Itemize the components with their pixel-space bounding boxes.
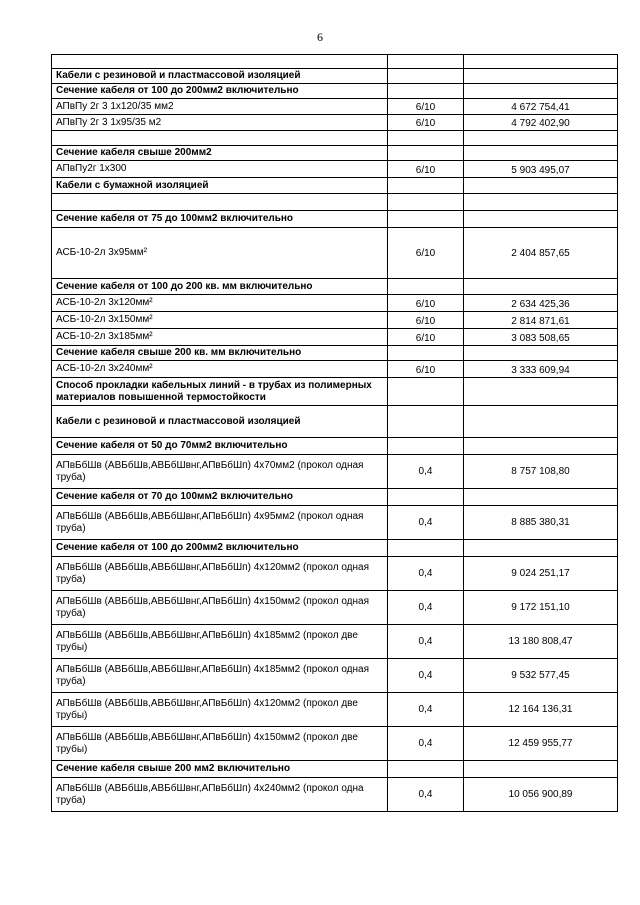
cable-name-cell: АПвБбШв (АВБбШв,АВБбШвнг,АПвБбШп) 4х120мм2 (прокол одная труба) (52, 557, 388, 591)
table-row (52, 115, 618, 131)
price-cell: 10 056 900,89 (464, 778, 618, 812)
price-cell (464, 211, 618, 228)
price-cell: 12 164 136,31 (464, 693, 618, 727)
voltage-cell: 6/10 (388, 228, 464, 279)
price-cell (464, 346, 618, 361)
cable-name-cell: АПвБбШв (АВБбШв,АВБбШвнг,АПвБбШп) 4х185мм2 (прокол одная труба) (52, 659, 388, 693)
empty-cell (464, 194, 618, 211)
voltage-cell (388, 438, 464, 455)
table-row (52, 489, 618, 506)
section-header: Сечение кабеля от 100 до 200 кв. мм включительно (52, 279, 388, 295)
voltage-cell: 6/10 (388, 312, 464, 329)
voltage-cell (388, 489, 464, 506)
voltage-cell (388, 84, 464, 99)
table-row (52, 727, 618, 761)
voltage-cell (388, 211, 464, 228)
price-cell: 12 459 955,77 (464, 727, 618, 761)
section-header: Сечение кабеля от 100 до 200мм2 включительно (52, 540, 388, 557)
price-cell: 8 885 380,31 (464, 506, 618, 540)
section-header: Кабели с резиновой и пластмассовой изоляцией (52, 406, 388, 438)
table-row (52, 55, 618, 69)
price-cell (464, 406, 618, 438)
cable-name-cell: АПвБбШв (АВБбШв,АВБбШвнг,АПвБбШп) 4х120мм2 (прокол две трубы) (52, 693, 388, 727)
section-header: Способ прокладки кабельных линий - в трубах из полимерных материалов повышенной термостойкости (52, 378, 388, 406)
price-cell (464, 146, 618, 161)
voltage-cell: 0,4 (388, 659, 464, 693)
section-header: Кабели с бумажной изоляцией (52, 178, 388, 194)
voltage-cell (388, 346, 464, 361)
cable-name-cell: АСБ-10-2л 3х120мм² (52, 295, 388, 312)
voltage-cell: 6/10 (388, 115, 464, 131)
table-row (52, 228, 618, 279)
voltage-cell: 0,4 (388, 625, 464, 659)
cable-name-cell: АПвБбШв (АВБбШв,АВБбШвнг,АПвБбШп) 4х95мм2 (прокол одная труба) (52, 506, 388, 540)
cable-name-cell: АСБ-10-2л 3х95мм² (52, 228, 388, 279)
price-cell (464, 279, 618, 295)
voltage-cell: 6/10 (388, 99, 464, 115)
cable-name-cell: АПвПу 2г 3 1х120/35 мм2 (52, 99, 388, 115)
price-cell: 9 024 251,17 (464, 557, 618, 591)
price-cell (464, 178, 618, 194)
voltage-cell: 0,4 (388, 557, 464, 591)
table-row (52, 540, 618, 557)
table-row (52, 455, 618, 489)
page-number: 6 (317, 30, 323, 44)
voltage-cell: 0,4 (388, 591, 464, 625)
table-row (52, 131, 618, 146)
empty-cell (388, 131, 464, 146)
price-cell: 2 634 425,36 (464, 295, 618, 312)
voltage-cell: 6/10 (388, 161, 464, 178)
table-row (52, 211, 618, 228)
table-row (52, 361, 618, 378)
voltage-cell (388, 540, 464, 557)
price-cell (464, 761, 618, 778)
table-row (52, 761, 618, 778)
section-header: Сечение кабеля от 100 до 200мм2 включительно (52, 84, 388, 99)
table-row (52, 312, 618, 329)
table-row (52, 178, 618, 194)
voltage-cell: 0,4 (388, 455, 464, 489)
empty-cell (52, 55, 388, 69)
voltage-cell (388, 378, 464, 406)
empty-cell (52, 194, 388, 211)
empty-cell (388, 194, 464, 211)
empty-cell (52, 131, 388, 146)
section-header: Кабели с резиновой и пластмассовой изоляцией (52, 69, 388, 84)
table-row (52, 693, 618, 727)
empty-cell (388, 55, 464, 69)
cable-name-cell: АСБ-10-2л 3х185мм² (52, 329, 388, 346)
voltage-cell: 6/10 (388, 361, 464, 378)
price-cell: 5 903 495,07 (464, 161, 618, 178)
cable-name-cell: АСБ-10-2л 3х240мм² (52, 361, 388, 378)
price-cell: 4 672 754,41 (464, 99, 618, 115)
table-row (52, 591, 618, 625)
price-cell: 3 083 508,65 (464, 329, 618, 346)
voltage-cell (388, 69, 464, 84)
section-header: Сечение кабеля свыше 200мм2 (52, 146, 388, 161)
price-cell: 4 792 402,90 (464, 115, 618, 131)
section-header: Сечение кабеля свыше 200 кв. мм включительно (52, 346, 388, 361)
price-cell (464, 69, 618, 84)
table-row (52, 659, 618, 693)
table-row (52, 161, 618, 178)
cable-name-cell: АПвБбШв (АВБбШв,АВБбШвнг,АПвБбШп) 4х185мм2 (прокол две трубы) (52, 625, 388, 659)
cable-price-table (51, 54, 618, 812)
price-cell (464, 438, 618, 455)
price-cell: 9 532 577,45 (464, 659, 618, 693)
table-row (52, 406, 618, 438)
voltage-cell: 6/10 (388, 295, 464, 312)
voltage-cell (388, 406, 464, 438)
table-row (52, 194, 618, 211)
cable-name-cell: АПвБбШв (АВБбШв,АВБбШвнг,АПвБбШп) 4х240мм2 (прокол одна труба) (52, 778, 388, 812)
price-cell: 3 333 609,94 (464, 361, 618, 378)
empty-cell (464, 131, 618, 146)
cable-name-cell: АПвБбШв (АВБбШв,АВБбШвнг,АПвБбШп) 4х150мм2 (прокол две трубы) (52, 727, 388, 761)
voltage-cell (388, 146, 464, 161)
cable-name-cell: АПвБбШв (АВБбШв,АВБбШвнг,АПвБбШп) 4х70мм2 (прокол одная труба) (52, 455, 388, 489)
table-row (52, 778, 618, 812)
voltage-cell: 0,4 (388, 693, 464, 727)
table-row (52, 557, 618, 591)
empty-cell (464, 55, 618, 69)
table-row (52, 346, 618, 361)
voltage-cell: 0,4 (388, 727, 464, 761)
table-row (52, 378, 618, 406)
price-cell: 9 172 151,10 (464, 591, 618, 625)
cable-name-cell: АПвПу 2г 3 1х95/35 м2 (52, 115, 388, 131)
table-row (52, 625, 618, 659)
cable-name-cell: АПвПу2г 1х300 (52, 161, 388, 178)
table-row (52, 146, 618, 161)
table-body (52, 55, 618, 812)
table-row (52, 438, 618, 455)
cable-name-cell: АПвБбШв (АВБбШв,АВБбШвнг,АПвБбШп) 4х150мм2 (прокол одная труба) (52, 591, 388, 625)
voltage-cell: 0,4 (388, 506, 464, 540)
voltage-cell (388, 761, 464, 778)
section-header: Сечение кабеля от 70 до 100мм2 включительно (52, 489, 388, 506)
section-header: Сечение кабеля от 50 до 70мм2 включительно (52, 438, 388, 455)
table-row (52, 329, 618, 346)
price-cell: 2 814 871,61 (464, 312, 618, 329)
price-cell (464, 378, 618, 406)
table-row (52, 506, 618, 540)
price-cell (464, 489, 618, 506)
price-cell (464, 540, 618, 557)
section-header: Сечение кабеля свыше 200 мм2 включительно (52, 761, 388, 778)
cable-name-cell: АСБ-10-2л 3х150мм² (52, 312, 388, 329)
voltage-cell (388, 178, 464, 194)
table-row (52, 295, 618, 312)
table-row (52, 279, 618, 295)
table-row (52, 99, 618, 115)
voltage-cell (388, 279, 464, 295)
voltage-cell: 0,4 (388, 778, 464, 812)
price-cell: 8 757 108,80 (464, 455, 618, 489)
table-row (52, 69, 618, 84)
price-cell (464, 84, 618, 99)
price-cell: 13 180 808,47 (464, 625, 618, 659)
table-row (52, 84, 618, 99)
voltage-cell: 6/10 (388, 329, 464, 346)
section-header: Сечение кабеля от 75 до 100мм2 включительно (52, 211, 388, 228)
price-cell: 2 404 857,65 (464, 228, 618, 279)
